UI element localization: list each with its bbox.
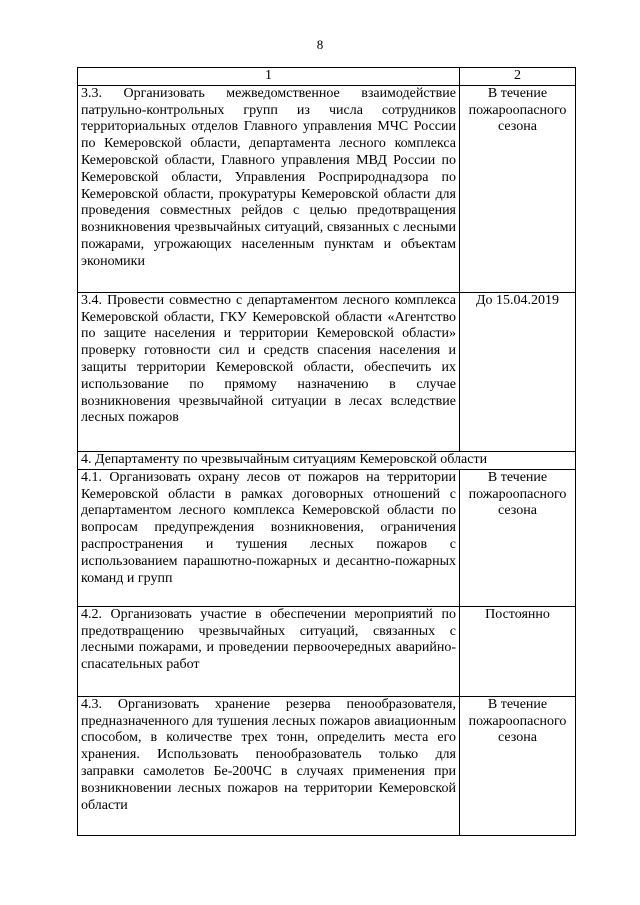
measure-deadline: До 15.04.2019: [460, 292, 576, 451]
measure-text: 4.1. Организовать охрану лесов от пожаров на территории Кемеровской области в рамках договорных отношений с департаментом лесного комплекса Кемеровской области по вопросам предупреждения возникновения, ограничения распространения и тушения лесных пожаров с использованием парашютно-пожарных и десантно-пожарных команд и групп: [78, 469, 460, 606]
measure-deadline: Постоянно: [460, 606, 576, 696]
measures-table: [77, 67, 576, 836]
measure-text: 3.4. Провести совместно с департаментом лесного комплекса Кемеровской области, ГКУ Кемеровской области «Агентство по защите населения и территории Кемеровской области» проверку готовности сил и средств спасения населения и защиты территории Кемеровской области, обеспечить их использование по прямому назначению в случае возникновения чрезвычайной ситуации в лесах вследствие лесных пожаров: [78, 292, 460, 451]
measure-deadline: В течение пожароопасного сезона: [460, 696, 576, 835]
measure-text: 3.3. Организовать межведомственное взаимодействие патрульно-контрольных групп из числа сотрудников территориальных отделов Главного управления МЧС России по Кемеровской области, департамента лесного комплекса Кемеровской области, Главного управления МВД России по Кемеровской области, Управления Росприроднадзора по Кемеровской области, прокуратуры Кемеровской области для проведения совместных рейдов с целью предотвращения возникновения чрезвычайных ситуаций, связанных с лесными пожарами, угрожающих населенным пунктам и объектам экономики: [78, 85, 460, 292]
table-row: [78, 85, 576, 292]
measure-deadline: В течение пожароопасного сезона: [460, 469, 576, 606]
measure-text: 4.2. Организовать участие в обеспечении мероприятий по предотвращению чрезвычайных ситуаций, связанных с лесными пожарами, и проведении первоочередных аварийно-спасательных работ: [78, 606, 460, 696]
section-heading: 4. Департаменту по чрезвычайным ситуациям Кемеровской области: [78, 451, 576, 469]
section-row: [78, 451, 576, 469]
column-header-2: 2: [460, 68, 576, 86]
page-number: 8: [316, 37, 324, 52]
column-header-1: 1: [78, 68, 460, 86]
table-row: [78, 469, 576, 606]
table-row: [78, 292, 576, 451]
table-row: [78, 606, 576, 696]
measure-deadline: В течение пожароопасного сезона: [460, 85, 576, 292]
table-row: [78, 696, 576, 835]
table-header-row: [78, 68, 576, 86]
measure-text: 4.3. Организовать хранение резерва пенообразователя, предназначенного для тушения лесных пожаров авиационным способом, в количестве трех тонн, определить места его хранения. Использовать пенообразователь только для заправки самолетов Бе-200ЧС в случаях применения при возникновении лесных пожаров на территории Кемеровской области: [78, 696, 460, 835]
